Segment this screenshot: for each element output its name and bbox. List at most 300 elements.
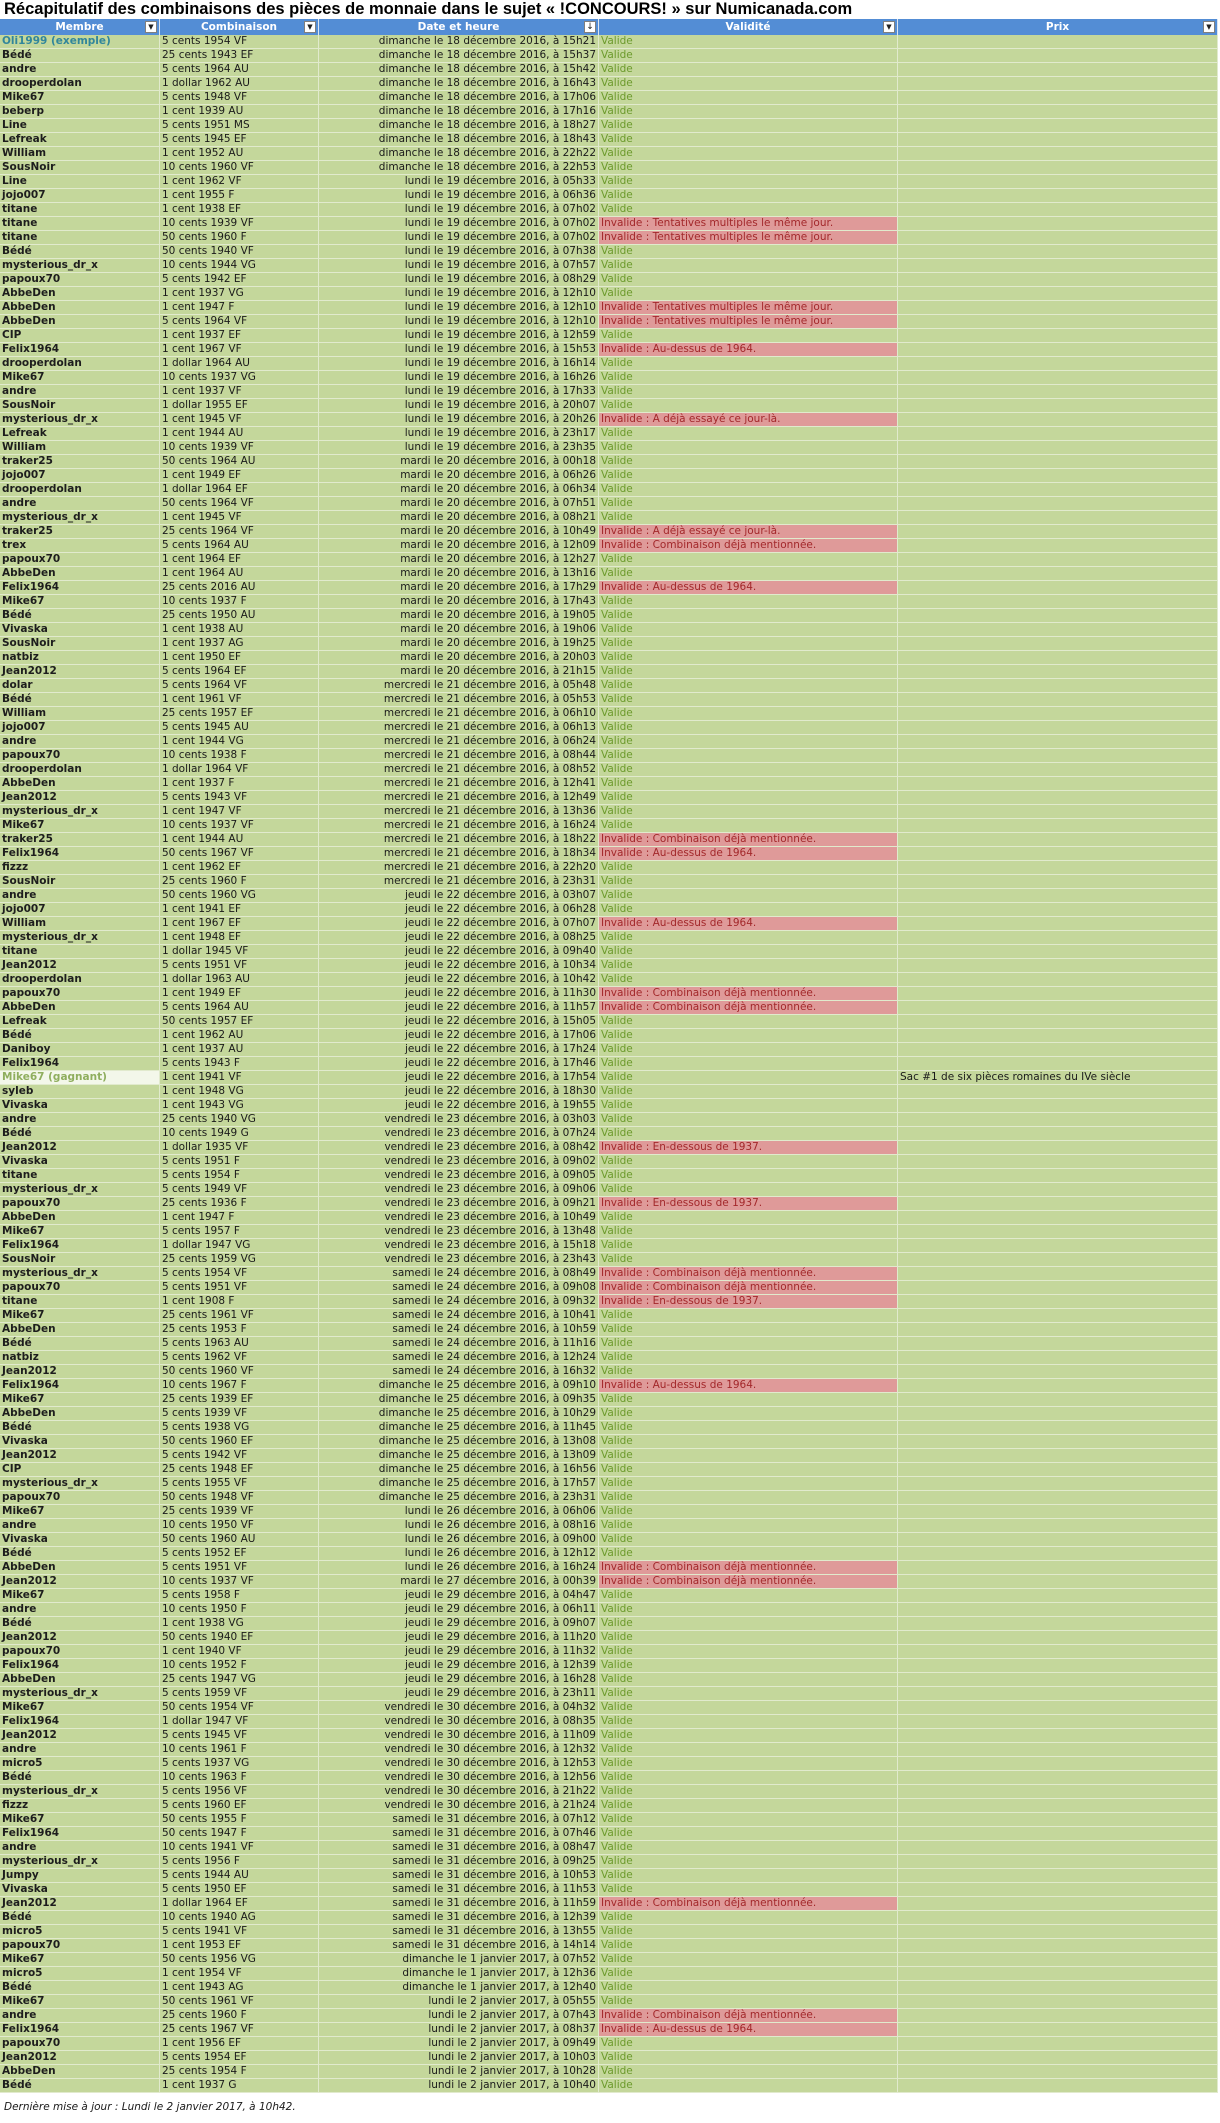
prize-cell xyxy=(898,1379,1218,1393)
date-cell: mardi le 20 décembre 2016, à 13h16 xyxy=(319,567,599,581)
prize-cell xyxy=(898,1533,1218,1547)
combination-cell: 50 cents 1955 F xyxy=(160,1813,319,1827)
combination-cell: 1 dollar 1945 VF xyxy=(160,945,319,959)
member-cell: Lefreak xyxy=(0,1015,160,1029)
prize-cell xyxy=(898,35,1218,49)
validity-cell: Valide xyxy=(599,1099,898,1113)
date-cell: dimanche le 18 décembre 2016, à 15h42 xyxy=(319,63,599,77)
table-row xyxy=(0,1519,1218,1533)
table-row xyxy=(0,371,1218,385)
combination-cell: 10 cents 1937 VF xyxy=(160,819,319,833)
combination-cell: 5 cents 1943 F xyxy=(160,1057,319,1071)
validity-cell: Valide xyxy=(599,1981,898,1995)
member-cell: mysterious_dr_x xyxy=(0,413,160,427)
combination-cell: 1 cent 1937 EF xyxy=(160,329,319,343)
member-cell: Jean2012 xyxy=(0,1449,160,1463)
date-cell: dimanche le 18 décembre 2016, à 17h16 xyxy=(319,105,599,119)
member-cell: AbbeDen xyxy=(0,287,160,301)
member-cell: mysterious_dr_x xyxy=(0,805,160,819)
date-cell: lundi le 2 janvier 2017, à 10h03 xyxy=(319,2051,599,2065)
table-row xyxy=(0,749,1218,763)
validity-cell: Invalide : Combinaison déjà mentionnée. xyxy=(599,1897,898,1911)
validity-cell: Valide xyxy=(599,875,898,889)
combination-cell: 25 cents 1967 VF xyxy=(160,2023,319,2037)
date-cell: samedi le 31 décembre 2016, à 07h12 xyxy=(319,1813,599,1827)
table-row xyxy=(0,35,1218,49)
member-cell: Jean2012 xyxy=(0,1141,160,1155)
table-row xyxy=(0,777,1218,791)
prize-cell xyxy=(898,1043,1218,1057)
member-cell: jojo007 xyxy=(0,189,160,203)
column-header-prix[interactable] xyxy=(898,19,1218,35)
prize-cell xyxy=(898,301,1218,315)
validity-cell: Valide xyxy=(599,791,898,805)
validity-cell: Valide xyxy=(599,805,898,819)
date-cell: lundi le 26 décembre 2016, à 08h16 xyxy=(319,1519,599,1533)
member-cell: Felix1964 xyxy=(0,1239,160,1253)
date-cell: lundi le 19 décembre 2016, à 20h26 xyxy=(319,413,599,427)
validity-cell: Invalide : A déjà essayé ce jour-là. xyxy=(599,413,898,427)
table-row xyxy=(0,1183,1218,1197)
date-cell: lundi le 19 décembre 2016, à 12h10 xyxy=(319,287,599,301)
member-cell: Bédé xyxy=(0,1421,160,1435)
validity-cell: Valide xyxy=(599,49,898,63)
table-row xyxy=(0,1197,1218,1211)
prize-cell xyxy=(898,1155,1218,1169)
table-row xyxy=(0,175,1218,189)
prize-cell xyxy=(898,497,1218,511)
column-header-date[interactable] xyxy=(319,19,599,35)
date-cell: lundi le 26 décembre 2016, à 06h06 xyxy=(319,1505,599,1519)
table-body xyxy=(0,35,1218,2093)
member-cell: Jean2012 xyxy=(0,1575,160,1589)
column-header-label: Membre xyxy=(55,21,104,33)
table-row xyxy=(0,217,1218,231)
combination-cell: 1 dollar 1947 VF xyxy=(160,1715,319,1729)
date-cell: lundi le 2 janvier 2017, à 10h40 xyxy=(319,2079,599,2093)
validity-cell: Valide xyxy=(599,2037,898,2051)
last-updated-note: Dernière mise à jour : Lundi le 2 janvier 2017, à 10h42. xyxy=(4,2101,296,2113)
member-cell: traker25 xyxy=(0,525,160,539)
validity-cell: Invalide : Tentatives multiples le même jour. xyxy=(599,315,898,329)
prize-cell xyxy=(898,1799,1218,1813)
filter-dropdown-icon[interactable]: ▼ xyxy=(145,21,157,33)
member-cell: mysterious_dr_x xyxy=(0,511,160,525)
member-cell: Vivaska xyxy=(0,1533,160,1547)
table-row xyxy=(0,1547,1218,1561)
validity-cell: Valide xyxy=(599,609,898,623)
date-cell: jeudi le 22 décembre 2016, à 09h40 xyxy=(319,945,599,959)
combination-cell: 25 cents 1961 VF xyxy=(160,1309,319,1323)
member-cell: drooperdolan xyxy=(0,763,160,777)
date-cell: dimanche le 18 décembre 2016, à 18h43 xyxy=(319,133,599,147)
date-cell: vendredi le 23 décembre 2016, à 09h21 xyxy=(319,1197,599,1211)
validity-cell: Valide xyxy=(599,511,898,525)
validity-cell: Valide xyxy=(599,665,898,679)
member-cell: Bédé xyxy=(0,49,160,63)
filter-dropdown-icon[interactable]: ▼ xyxy=(1203,21,1215,33)
validity-cell: Valide xyxy=(599,637,898,651)
member-cell: andre xyxy=(0,889,160,903)
prize-cell xyxy=(898,1435,1218,1449)
date-cell: lundi le 19 décembre 2016, à 23h35 xyxy=(319,441,599,455)
table-row xyxy=(0,959,1218,973)
validity-cell: Valide xyxy=(599,1967,898,1981)
prize-cell xyxy=(898,819,1218,833)
validity-cell: Valide xyxy=(599,63,898,77)
validity-cell: Valide xyxy=(599,287,898,301)
date-cell: lundi le 2 janvier 2017, à 07h43 xyxy=(319,2009,599,2023)
combination-cell: 25 cents 1959 VG xyxy=(160,1253,319,1267)
table-row xyxy=(0,1281,1218,1295)
combination-cell: 1 cent 1941 VF xyxy=(160,1071,319,1085)
member-cell: micro5 xyxy=(0,1925,160,1939)
combination-cell: 50 cents 1940 EF xyxy=(160,1631,319,1645)
table-row xyxy=(0,707,1218,721)
sort-filter-icon[interactable]: ↓ xyxy=(584,21,596,33)
combination-cell: 5 cents 1964 VF xyxy=(160,315,319,329)
table-row xyxy=(0,119,1218,133)
validity-cell: Valide xyxy=(599,175,898,189)
member-cell: drooperdolan xyxy=(0,973,160,987)
member-cell: Felix1964 xyxy=(0,581,160,595)
prize-cell xyxy=(898,1841,1218,1855)
member-cell: Oli1999 (exemple) xyxy=(0,35,160,49)
combination-cell: 1 dollar 1964 AU xyxy=(160,357,319,371)
date-cell: jeudi le 22 décembre 2016, à 17h06 xyxy=(319,1029,599,1043)
date-cell: vendredi le 23 décembre 2016, à 10h49 xyxy=(319,1211,599,1225)
combination-cell: 1 cent 1955 F xyxy=(160,189,319,203)
table-row xyxy=(0,945,1218,959)
prize-cell xyxy=(898,665,1218,679)
combination-cell: 50 cents 1960 AU xyxy=(160,1533,319,1547)
member-cell: Mike67 xyxy=(0,1995,160,2009)
validity-cell: Invalide : Au-dessus de 1964. xyxy=(599,917,898,931)
combination-cell: 1 dollar 1947 VG xyxy=(160,1239,319,1253)
date-cell: samedi le 31 décembre 2016, à 11h59 xyxy=(319,1897,599,1911)
filter-dropdown-icon[interactable]: ▼ xyxy=(304,21,316,33)
member-cell: Vivaska xyxy=(0,1155,160,1169)
table-row xyxy=(0,497,1218,511)
date-cell: dimanche le 18 décembre 2016, à 22h53 xyxy=(319,161,599,175)
member-cell: Mike67 xyxy=(0,1813,160,1827)
table-row xyxy=(0,1071,1218,1085)
member-cell: Mike67 xyxy=(0,91,160,105)
date-cell: jeudi le 22 décembre 2016, à 17h24 xyxy=(319,1043,599,1057)
combination-cell: 25 cents 1947 VG xyxy=(160,1673,319,1687)
prize-cell: Sac #1 de six pièces romaines du IVe siècle xyxy=(898,1071,1218,1085)
validity-cell: Valide xyxy=(599,1827,898,1841)
combination-cell: 1 cent 1938 VG xyxy=(160,1617,319,1631)
prize-cell xyxy=(898,1883,1218,1897)
validity-cell: Valide xyxy=(599,903,898,917)
member-cell: Jean2012 xyxy=(0,2051,160,2065)
combination-cell: 1 cent 1939 AU xyxy=(160,105,319,119)
validity-cell: Valide xyxy=(599,1449,898,1463)
member-cell: AbbeDen xyxy=(0,1001,160,1015)
combination-cell: 50 cents 1967 VF xyxy=(160,847,319,861)
validity-cell: Invalide : Au-dessus de 1964. xyxy=(599,581,898,595)
validity-cell: Valide xyxy=(599,1365,898,1379)
date-cell: mercredi le 21 décembre 2016, à 05h53 xyxy=(319,693,599,707)
table-row xyxy=(0,875,1218,889)
member-cell: Line xyxy=(0,119,160,133)
member-cell: Lefreak xyxy=(0,133,160,147)
member-cell: Jean2012 xyxy=(0,1365,160,1379)
date-cell: mercredi le 21 décembre 2016, à 06h10 xyxy=(319,707,599,721)
combination-cell: 1 dollar 1963 AU xyxy=(160,973,319,987)
validity-cell: Valide xyxy=(599,1673,898,1687)
combination-cell: 1 cent 1945 VF xyxy=(160,511,319,525)
combination-cell: 5 cents 1952 EF xyxy=(160,1547,319,1561)
validity-cell: Valide xyxy=(599,1211,898,1225)
table-row xyxy=(0,1001,1218,1015)
prize-cell xyxy=(898,1939,1218,1953)
validity-cell: Invalide : Combinaison déjà mentionnée. xyxy=(599,1575,898,1589)
validity-cell: Valide xyxy=(599,35,898,49)
date-cell: samedi le 24 décembre 2016, à 08h49 xyxy=(319,1267,599,1281)
date-cell: jeudi le 22 décembre 2016, à 19h55 xyxy=(319,1099,599,1113)
combination-cell: 1 cent 1964 EF xyxy=(160,553,319,567)
date-cell: dimanche le 25 décembre 2016, à 13h09 xyxy=(319,1449,599,1463)
combination-cell: 50 cents 1948 VF xyxy=(160,1491,319,1505)
member-cell: Jumpy xyxy=(0,1869,160,1883)
date-cell: vendredi le 30 décembre 2016, à 21h22 xyxy=(319,1785,599,1799)
validity-cell: Invalide : En-dessous de 1937. xyxy=(599,1295,898,1309)
combination-cell: 25 cents 2016 AU xyxy=(160,581,319,595)
prize-cell xyxy=(898,861,1218,875)
member-cell: Felix1964 xyxy=(0,1057,160,1071)
prize-cell xyxy=(898,525,1218,539)
combination-cell: 1 cent 1962 VF xyxy=(160,175,319,189)
prize-cell xyxy=(898,679,1218,693)
member-cell: papoux70 xyxy=(0,1939,160,1953)
date-cell: vendredi le 23 décembre 2016, à 09h05 xyxy=(319,1169,599,1183)
combination-cell: 1 cent 1964 AU xyxy=(160,567,319,581)
date-cell: dimanche le 25 décembre 2016, à 11h45 xyxy=(319,1421,599,1435)
column-header-combinaison[interactable] xyxy=(160,19,319,35)
validity-cell: Valide xyxy=(599,1841,898,1855)
validity-cell: Valide xyxy=(599,273,898,287)
validity-cell: Valide xyxy=(599,1687,898,1701)
table-row xyxy=(0,147,1218,161)
combination-cell: 25 cents 1954 F xyxy=(160,2065,319,2079)
date-cell: mercredi le 21 décembre 2016, à 12h41 xyxy=(319,777,599,791)
combination-cell: 1 cent 1937 AU xyxy=(160,1043,319,1057)
validity-cell: Valide xyxy=(599,1785,898,1799)
date-cell: lundi le 2 janvier 2017, à 08h37 xyxy=(319,2023,599,2037)
combination-cell: 25 cents 1948 EF xyxy=(160,1463,319,1477)
date-cell: lundi le 26 décembre 2016, à 16h24 xyxy=(319,1561,599,1575)
validity-cell: Valide xyxy=(599,959,898,973)
combination-cell: 1 cent 1954 VF xyxy=(160,1967,319,1981)
validity-cell: Valide xyxy=(599,1855,898,1869)
prize-cell xyxy=(898,1687,1218,1701)
validity-cell: Invalide : En-dessous de 1937. xyxy=(599,1197,898,1211)
prize-cell xyxy=(898,749,1218,763)
prize-cell xyxy=(898,1323,1218,1337)
prize-cell xyxy=(898,777,1218,791)
table-row xyxy=(0,1813,1218,1827)
validity-cell: Valide xyxy=(599,1701,898,1715)
prize-cell xyxy=(898,259,1218,273)
member-cell: natbiz xyxy=(0,1351,160,1365)
prize-cell xyxy=(898,175,1218,189)
table-row xyxy=(0,49,1218,63)
member-cell: titane xyxy=(0,217,160,231)
table-row xyxy=(0,1085,1218,1099)
table-row xyxy=(0,1295,1218,1309)
member-cell: papoux70 xyxy=(0,1197,160,1211)
table-row xyxy=(0,2023,1218,2037)
member-cell: Mike67 xyxy=(0,1393,160,1407)
date-cell: mardi le 20 décembre 2016, à 06h34 xyxy=(319,483,599,497)
table-row xyxy=(0,917,1218,931)
validity-cell: Valide xyxy=(599,693,898,707)
table-row xyxy=(0,1799,1218,1813)
table-row xyxy=(0,385,1218,399)
combination-cell: 1 cent 1937 F xyxy=(160,777,319,791)
combination-cell: 10 cents 1937 F xyxy=(160,595,319,609)
date-cell: samedi le 31 décembre 2016, à 13h55 xyxy=(319,1925,599,1939)
date-cell: jeudi le 22 décembre 2016, à 06h28 xyxy=(319,903,599,917)
table-row xyxy=(0,1533,1218,1547)
combination-cell: 5 cents 1943 VF xyxy=(160,791,319,805)
column-header-label: Date et heure xyxy=(417,21,500,33)
combination-cell: 50 cents 1964 VF xyxy=(160,497,319,511)
combination-cell: 5 cents 1945 VF xyxy=(160,1729,319,1743)
combination-cell: 10 cents 1963 F xyxy=(160,1771,319,1785)
member-cell: Felix1964 xyxy=(0,1827,160,1841)
prize-cell xyxy=(898,2051,1218,2065)
validity-cell: Valide xyxy=(599,1407,898,1421)
table-row xyxy=(0,1421,1218,1435)
combination-cell: 5 cents 1958 F xyxy=(160,1589,319,1603)
combination-cell: 10 cents 1944 VG xyxy=(160,259,319,273)
table-row xyxy=(0,245,1218,259)
combination-cell: 5 cents 1959 VF xyxy=(160,1687,319,1701)
validity-cell: Valide xyxy=(599,1337,898,1351)
member-cell: papoux70 xyxy=(0,553,160,567)
prize-cell xyxy=(898,1309,1218,1323)
validity-cell: Valide xyxy=(599,2051,898,2065)
validity-cell: Valide xyxy=(599,371,898,385)
member-cell: Bédé xyxy=(0,1127,160,1141)
table-row xyxy=(0,455,1218,469)
prize-cell xyxy=(898,707,1218,721)
validity-cell: Valide xyxy=(599,1463,898,1477)
prize-cell xyxy=(898,875,1218,889)
date-cell: mardi le 20 décembre 2016, à 19h25 xyxy=(319,637,599,651)
table-row xyxy=(0,1323,1218,1337)
prize-cell xyxy=(898,1477,1218,1491)
combination-cell: 50 cents 1954 VF xyxy=(160,1701,319,1715)
member-cell: William xyxy=(0,441,160,455)
validity-cell: Valide xyxy=(599,945,898,959)
combination-cell: 1 cent 1953 EF xyxy=(160,1939,319,1953)
date-cell: dimanche le 1 janvier 2017, à 12h36 xyxy=(319,1967,599,1981)
member-cell: dolar xyxy=(0,679,160,693)
prize-cell xyxy=(898,1253,1218,1267)
member-cell: AbbeDen xyxy=(0,1673,160,1687)
date-cell: mardi le 20 décembre 2016, à 17h43 xyxy=(319,595,599,609)
prize-cell xyxy=(898,903,1218,917)
combination-cell: 25 cents 1964 VF xyxy=(160,525,319,539)
date-cell: dimanche le 18 décembre 2016, à 15h37 xyxy=(319,49,599,63)
table-row xyxy=(0,77,1218,91)
combination-cell: 50 cents 1960 F xyxy=(160,231,319,245)
filter-dropdown-icon[interactable]: ▼ xyxy=(883,21,895,33)
prize-cell xyxy=(898,1589,1218,1603)
validity-cell: Valide xyxy=(599,1939,898,1953)
validity-cell: Valide xyxy=(599,1743,898,1757)
validity-cell: Valide xyxy=(599,2065,898,2079)
table-row xyxy=(0,1995,1218,2009)
table-row xyxy=(0,833,1218,847)
column-header-validite[interactable] xyxy=(599,19,898,35)
combination-cell: 10 cents 1952 F xyxy=(160,1659,319,1673)
prize-cell xyxy=(898,1757,1218,1771)
date-cell: vendredi le 23 décembre 2016, à 07h24 xyxy=(319,1127,599,1141)
validity-cell: Invalide : Au-dessus de 1964. xyxy=(599,343,898,357)
table-row xyxy=(0,1771,1218,1785)
column-header-membre[interactable] xyxy=(0,19,160,35)
prize-cell xyxy=(898,2009,1218,2023)
prize-cell xyxy=(898,805,1218,819)
date-cell: dimanche le 18 décembre 2016, à 18h27 xyxy=(319,119,599,133)
validity-cell: Valide xyxy=(599,189,898,203)
table-row xyxy=(0,1785,1218,1799)
member-cell: Vivaska xyxy=(0,1435,160,1449)
validity-cell: Valide xyxy=(599,1015,898,1029)
date-cell: lundi le 19 décembre 2016, à 06h36 xyxy=(319,189,599,203)
prize-cell xyxy=(898,595,1218,609)
validity-cell: Valide xyxy=(599,1085,898,1099)
prize-cell xyxy=(898,623,1218,637)
date-cell: mardi le 20 décembre 2016, à 07h51 xyxy=(319,497,599,511)
date-cell: lundi le 19 décembre 2016, à 12h10 xyxy=(319,315,599,329)
date-cell: jeudi le 22 décembre 2016, à 15h05 xyxy=(319,1015,599,1029)
validity-cell: Valide xyxy=(599,1309,898,1323)
combination-cell: 10 cents 1937 VF xyxy=(160,1575,319,1589)
prize-cell xyxy=(898,483,1218,497)
prize-cell xyxy=(898,833,1218,847)
combination-cell: 1 cent 1940 VF xyxy=(160,1645,319,1659)
table-row xyxy=(0,231,1218,245)
validity-cell: Invalide : Combinaison déjà mentionnée. xyxy=(599,1267,898,1281)
date-cell: samedi le 31 décembre 2016, à 07h46 xyxy=(319,1827,599,1841)
table-row xyxy=(0,1939,1218,1953)
date-cell: samedi le 31 décembre 2016, à 14h14 xyxy=(319,1939,599,1953)
date-cell: vendredi le 23 décembre 2016, à 03h03 xyxy=(319,1113,599,1127)
validity-cell: Valide xyxy=(599,497,898,511)
validity-cell: Valide xyxy=(599,1659,898,1673)
prize-cell xyxy=(898,1519,1218,1533)
validity-cell: Valide xyxy=(599,1953,898,1967)
member-cell: AbbeDen xyxy=(0,315,160,329)
table-row xyxy=(0,1967,1218,1981)
validity-cell: Valide xyxy=(599,1729,898,1743)
date-cell: dimanche le 25 décembre 2016, à 09h35 xyxy=(319,1393,599,1407)
prize-cell xyxy=(898,77,1218,91)
date-cell: jeudi le 29 décembre 2016, à 04h47 xyxy=(319,1589,599,1603)
validity-cell: Valide xyxy=(599,1813,898,1827)
prize-cell xyxy=(898,2079,1218,2093)
date-cell: samedi le 24 décembre 2016, à 10h41 xyxy=(319,1309,599,1323)
member-cell: SousNoir xyxy=(0,399,160,413)
member-cell: Mike67 xyxy=(0,1505,160,1519)
table-row xyxy=(0,1715,1218,1729)
